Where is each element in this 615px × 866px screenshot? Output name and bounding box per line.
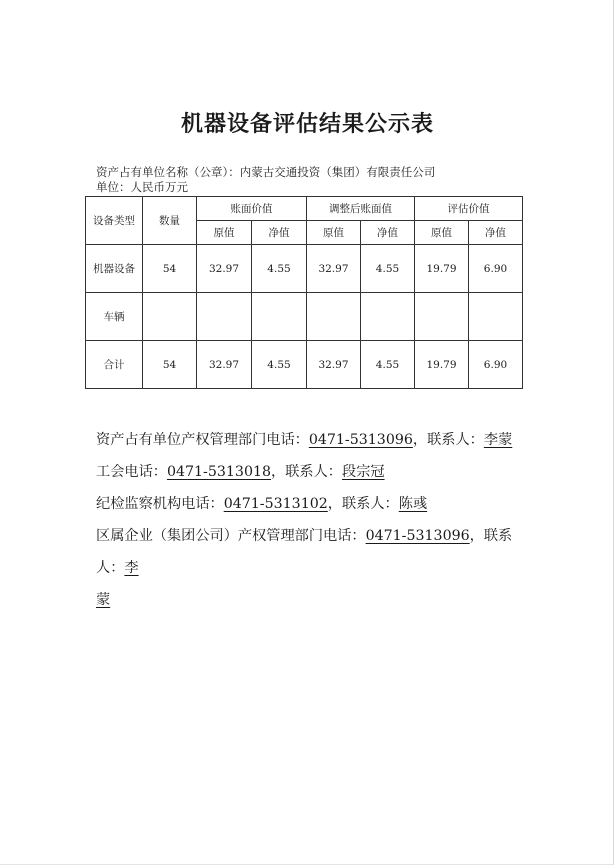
contact-section xyxy=(96,424,526,616)
contact-label: 资产占有单位产权管理部门电话： xyxy=(96,432,309,448)
cell-book-orig: 32.97 xyxy=(197,245,252,293)
header-adj-original: 原值 xyxy=(307,221,361,245)
cell-adj-net: 4.55 xyxy=(361,341,415,389)
cell-type: 机器设备 xyxy=(86,245,143,293)
unit-line: 单位：人民币万元 xyxy=(96,180,188,194)
contact-person: 陈彧 xyxy=(398,496,428,512)
owner-name: 内蒙古交通投资（集团）有限责任公司 xyxy=(239,165,436,179)
contact-person: 段宗冠 xyxy=(342,464,385,480)
contact-label: 纪检监察机构电话： xyxy=(96,496,224,512)
cell-eval-net xyxy=(469,293,523,341)
contact-person: 李 xyxy=(124,560,139,576)
contact-person-continued: 蒙 xyxy=(96,592,111,608)
cell-qty: 54 xyxy=(143,245,197,293)
cell-eval-orig: 19.79 xyxy=(415,341,469,389)
contact-line-property-dept xyxy=(96,424,526,456)
contact-separator: ，联系人： xyxy=(96,528,513,576)
header-adj-net: 净值 xyxy=(361,221,415,245)
contact-phone: 0471-5313096 xyxy=(308,432,413,448)
table-row xyxy=(86,245,523,293)
cell-book-orig xyxy=(197,293,252,341)
header-book-original: 原值 xyxy=(197,221,252,245)
table-row-total xyxy=(86,341,523,389)
header-assessed-value: 评估价值 xyxy=(415,197,523,221)
cell-qty: 54 xyxy=(143,341,197,389)
table-row xyxy=(86,293,523,341)
cell-adj-orig xyxy=(307,293,361,341)
cell-book-orig: 32.97 xyxy=(197,341,252,389)
cell-eval-net: 6.90 xyxy=(469,245,523,293)
contact-line-union xyxy=(96,456,526,488)
cell-adj-orig: 32.97 xyxy=(307,245,361,293)
cell-qty xyxy=(143,293,197,341)
contact-separator: ，联系人： xyxy=(327,496,399,512)
assessment-table xyxy=(85,196,523,389)
page-title: 机器设备评估结果公示表 xyxy=(180,111,434,137)
header-book-net: 净值 xyxy=(252,221,307,245)
contact-phone: 0471-5313096 xyxy=(365,528,470,544)
cell-adj-net: 4.55 xyxy=(361,245,415,293)
cell-adj-orig: 32.97 xyxy=(307,341,361,389)
cell-eval-orig xyxy=(415,293,469,341)
contact-separator: ，联系人： xyxy=(271,464,342,480)
header-eval-net: 净值 xyxy=(469,221,523,245)
contact-label: 区属企业（集团公司）产权管理部门电话： xyxy=(96,528,366,544)
cell-book-net xyxy=(252,293,307,341)
contact-line-group-property xyxy=(96,520,526,616)
cell-adj-net xyxy=(361,293,415,341)
header-row-1 xyxy=(86,197,523,221)
cell-book-net: 4.55 xyxy=(252,341,307,389)
header-adjusted-book-value: 调整后账面值 xyxy=(307,197,415,221)
cell-book-net: 4.55 xyxy=(252,245,307,293)
cell-eval-net: 6.90 xyxy=(469,341,523,389)
contact-line-discipline xyxy=(96,488,526,520)
contact-phone: 0471-5313102 xyxy=(223,496,328,512)
header-quantity: 数量 xyxy=(143,197,197,245)
contact-label: 工会电话： xyxy=(96,464,167,480)
header-eval-original: 原值 xyxy=(415,221,469,245)
header-equipment-type: 设备类型 xyxy=(86,197,143,245)
cell-type: 车辆 xyxy=(86,293,143,341)
owner-label: 资产占有单位名称（公章）： xyxy=(96,165,240,179)
owner-line xyxy=(96,164,435,180)
header-book-value: 账面价值 xyxy=(197,197,307,221)
contact-person: 李蒙 xyxy=(483,432,513,448)
cell-type: 合计 xyxy=(86,341,143,389)
cell-eval-orig: 19.79 xyxy=(415,245,469,293)
contact-phone: 0471-5313018 xyxy=(166,464,272,480)
contact-separator: ，联系人： xyxy=(412,432,484,448)
